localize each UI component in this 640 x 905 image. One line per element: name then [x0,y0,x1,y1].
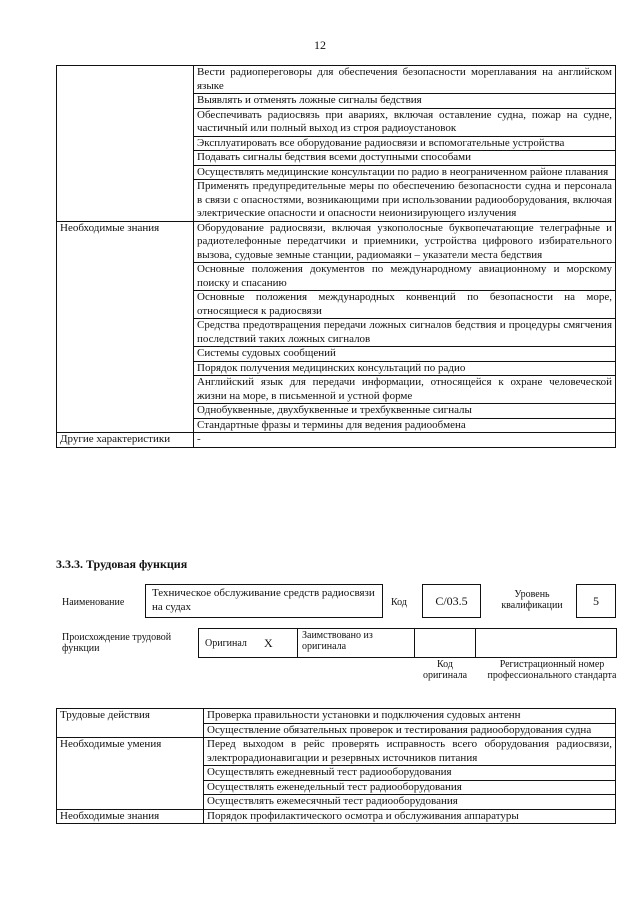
origin-label: Происхождение трудовой функции [62,632,172,654]
row-label [57,66,194,222]
original-label: Оригинал [205,638,247,649]
cell-text: Осуществление обязательных проверок и тестирования радиооборудования судна [204,723,616,738]
code-label: Код [391,597,407,608]
cell-text: Порядок профилактического осмотра и обслуживания аппаратуры [204,809,616,824]
borrowed-label: Заимствовано из оригинала [302,630,373,652]
cell-text: Английский язык для передачи информации, относящейся к охране человеческой жизни на море, в письменной и устной форме [194,376,616,404]
code-value-box [422,584,481,618]
cell-text: Осуществлять еженедельный тест радиооборудования [204,780,616,795]
cell-text: Однобуквенные, двухбуквенные и трехбуквенные сигналы [194,404,616,419]
table-row [57,221,616,263]
original-mark: X [264,636,273,650]
table-row [57,66,616,94]
origin-divider [414,628,415,657]
table-row [57,433,616,448]
cell-text: Обеспечивать радиосвязь при авариях, включая оставление судна, пожар на судне, частичный или полный выход из строя радиоустановок [194,108,616,136]
row-label-actions: Трудовые действия [57,709,204,738]
reg-number-label: Регистрационный номер профессионального стандарта [487,659,617,681]
row-label-skills: Необходимые умения [57,738,204,810]
level-value: 5 [593,594,599,608]
cell-text: Эксплуатировать все оборудование радиосвязи и вспомогательные устройства [194,136,616,151]
page-number: 12 [314,38,326,52]
cell-text: Вести радиопереговоры для обеспечения безопасности мореплавания на английском языке [194,66,616,94]
competency-table-continued [56,65,616,448]
cell-text: Проверка правильности установки и подключения судовых антенн [204,709,616,724]
name-value-box [145,584,383,618]
level-label: Уровень квалификации [501,589,563,611]
cell-text: Основные положения документов по международному авиационному и морскому поиску и спасанию [194,263,616,291]
row-label-knowledge: Необходимые знания [57,221,194,433]
cell-text: Осуществлять медицинские консультации по радио в неограниченном районе плавания [194,165,616,180]
name-label: Наименование [62,597,125,608]
cell-text: Подавать сигналы бедствия всеми доступными способами [194,151,616,166]
section-heading: 3.3.3. Трудовая функция [56,557,188,571]
table-row [57,738,616,766]
level-value-box [576,584,616,618]
cell-text: Перед выходом в рейс проверять исправность всего оборудования радиосвязи, электрорадионавигации и резервных источников питания [204,738,616,766]
cell-text: Порядок получения медицинских консультаций по радио [194,361,616,376]
cell-text: Применять предупредительные меры по обеспечению безопасности судна и персонала в связи с опасностями, возникающими при использовании радиооборудования, включая электрические опасности и опасности неионизирующего излучения [194,180,616,222]
code-original-label: Код оригинала [422,659,468,681]
cell-text: - [194,433,616,448]
cell-text: Основные положения международных конвенций по безопасности на море, относящиеся к радиосвязи [194,291,616,319]
name-value: Техническое обслуживание средств радиосвязи на судах [152,587,375,613]
cell-text: Системы судовых сообщений [194,347,616,362]
cell-text: Оборудование радиосвязи, включая узкополосные буквопечатающие телеграфные и радиотелефонные передатчики и приемники, устройства цифрового избирательного вызова, судовые земные станции, радиомаяки – указатели места бедствия [194,221,616,263]
code-value: C/03.5 [435,594,468,608]
row-label-knowledge: Необходимые знания [57,809,204,824]
cell-text: Стандартные фразы и термины для ведения радиообмена [194,418,616,433]
cell-text: Выявлять и отменять ложные сигналы бедствия [194,94,616,109]
origin-divider [297,628,298,657]
row-label-other: Другие характеристики [57,433,194,448]
cell-text: Осуществлять ежедневный тест радиооборудования [204,766,616,781]
origin-divider [475,628,476,657]
cell-text: Средства предотвращения передачи ложных сигналов бедствия и процедуры смягчения последствий таких ложных сигналов [194,319,616,347]
labor-function-table [56,708,616,824]
table-row [57,709,616,724]
table-row [57,809,616,824]
cell-text: Осуществлять ежемесячный тест радиооборудования [204,795,616,810]
